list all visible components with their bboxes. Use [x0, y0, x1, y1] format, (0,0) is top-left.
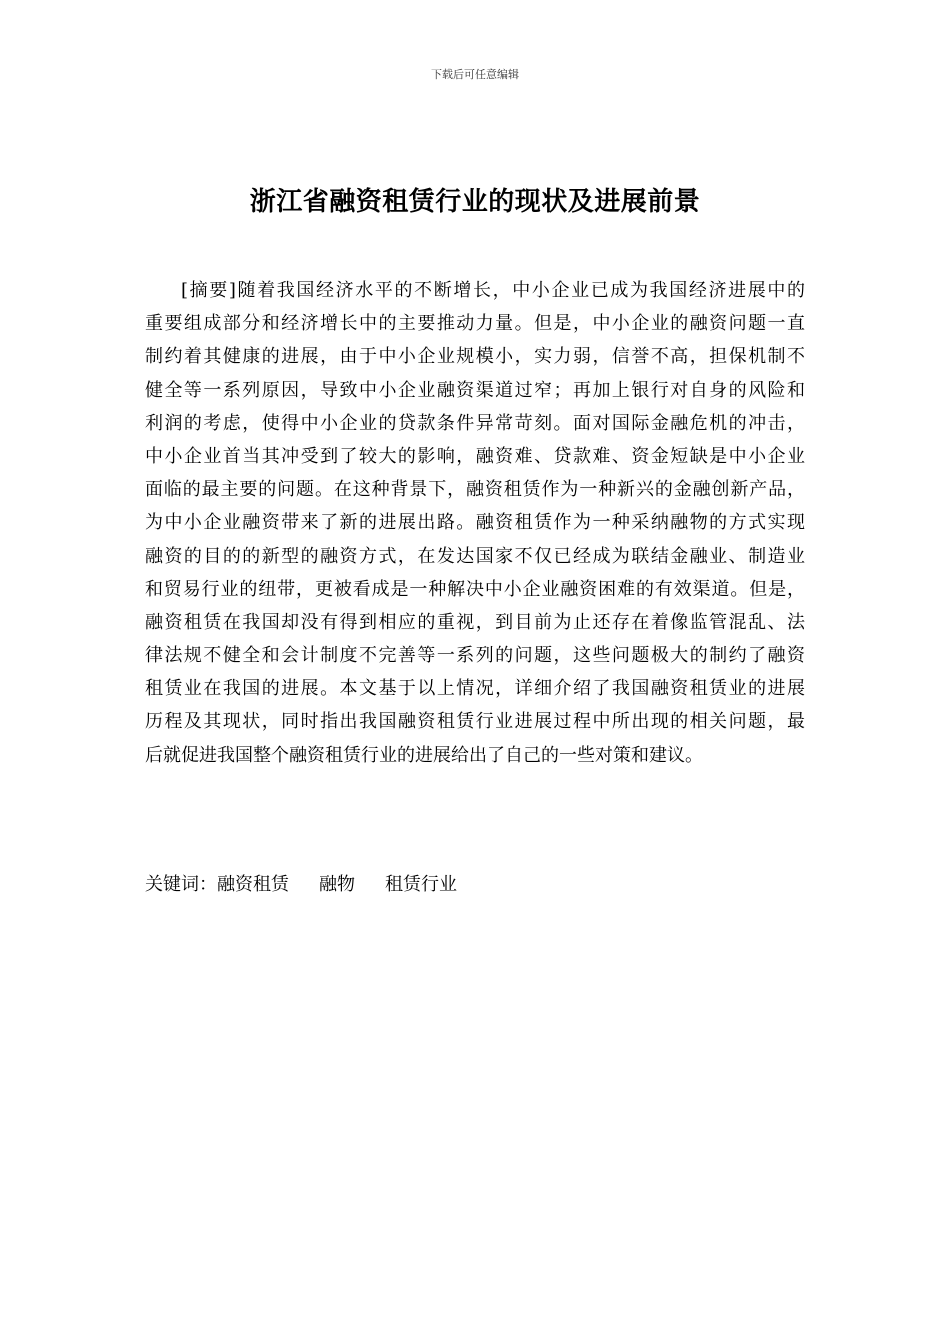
keyword: 租赁行业 — [385, 874, 457, 895]
keywords — [145, 871, 457, 899]
abstract-line: 租赁业在我国的进展。本文基于以上情况，详细介绍了我国融资租赁业的进展 — [145, 678, 805, 700]
keyword: 融物 — [319, 874, 355, 895]
abstract — [145, 274, 805, 772]
abstract-line: 中小企业首当其冲受到了较大的影响，融资难、贷款难、资金短缺是中小企业 — [145, 445, 805, 467]
abstract-line: 律法规不健全和会计制度不完善等一系列的问题，这些问题极大的制约了融资 — [145, 645, 805, 667]
abstract-line: 重要组成部分和经济增长中的主要推动力量。但是，中小企业的融资问题一直 — [145, 313, 805, 335]
page-header: 下载后可任意编辑 — [431, 68, 519, 81]
abstract-line: 融资的目的的新型的融资方式，在发达国家不仅已经成为联结金融业、制造业 — [145, 545, 805, 567]
abstract-line: 利润的考虑，使得中小企业的贷款条件异常苛刻。面对国际金融危机的冲击， — [145, 412, 805, 434]
abstract-line: 和贸易行业的纽带，更被看成是一种解决中小企业融资困难的有效渠道。但是， — [145, 578, 805, 600]
abstract-line: 融资租赁在我国却没有得到相应的重视，到目前为止还存在着像监管混乱、法 — [145, 611, 805, 633]
abstract-line: 面临的最主要的问题。在这种背景下，融资租赁作为一种新兴的金融创新产品， — [145, 479, 805, 501]
document-title: 浙江省融资租赁行业的现状及进展前景 — [249, 187, 701, 217]
abstract-line: 制约着其健康的进展，由于中小企业规模小，实力弱，信誉不高，担保机制不 — [145, 346, 805, 368]
abstract-line: 历程及其现状，同时指出我国融资租赁行业进展过程中所出现的相关问题，最 — [145, 711, 805, 733]
abstract-line: 为中小企业融资带来了新的进展出路。融资租赁作为一种采纳融物的方式实现 — [145, 512, 805, 534]
keyword: 融资租赁 — [217, 874, 289, 895]
keywords-label: 关键词： — [145, 874, 217, 895]
abstract-line: [摘要]随着我国经济水平的不断增长，中小企业已成为我国经济进展中的 — [181, 280, 805, 301]
abstract-line: 健全等一系列原因，导致中小企业融资渠道过窄；再加上银行对自身的风险和 — [145, 379, 805, 401]
abstract-line: 后就促进我国整个融资租赁行业的进展给出了自己的一些对策和建议。 — [145, 744, 703, 766]
